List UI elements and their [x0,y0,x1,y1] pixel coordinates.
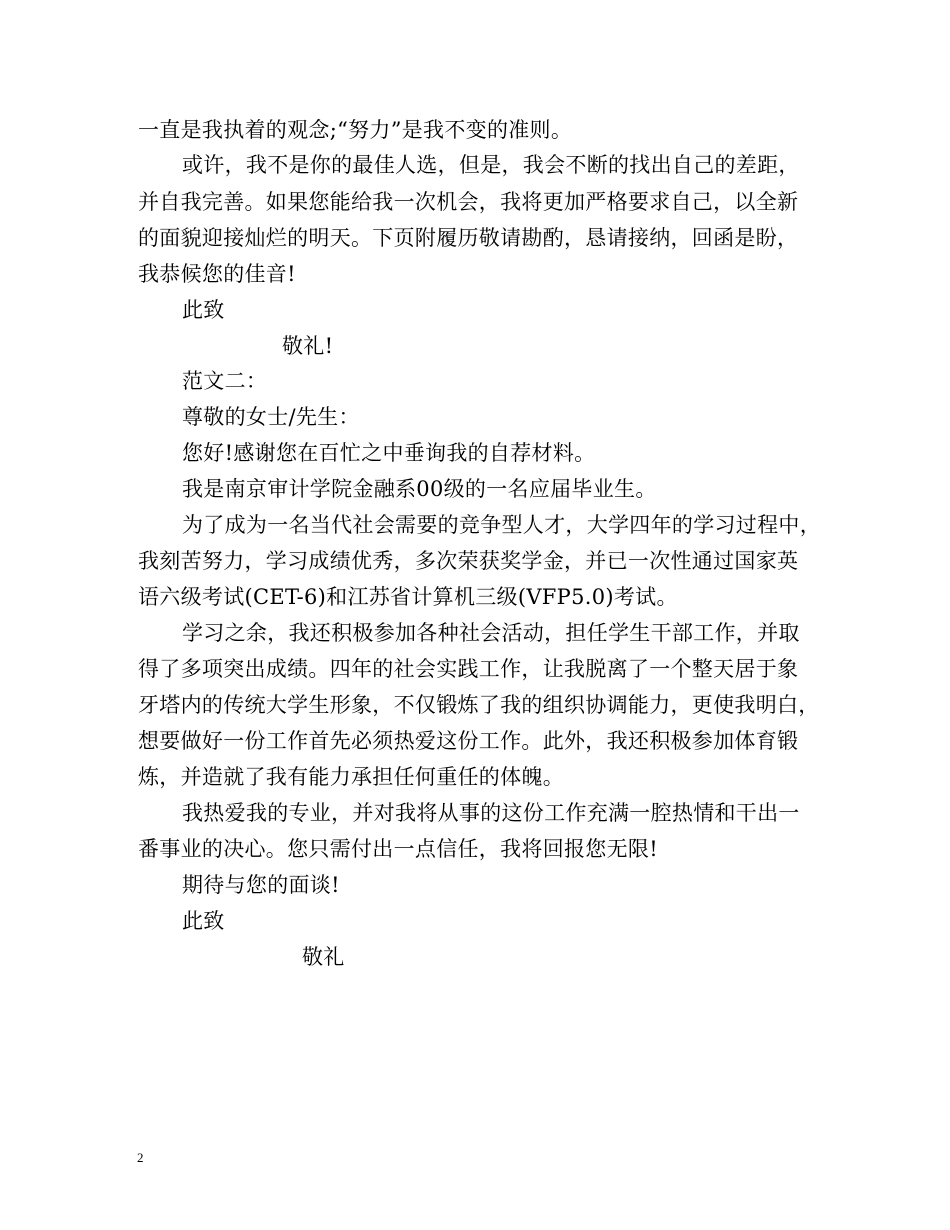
text-line: 并自我完善。如果您能给我一次机会，我将更加严格要求自己，以全新 [138,190,799,214]
text-line: 语六级考试(CET-6)和江苏省计算机三级(VFP5.0)考试。 [138,585,678,609]
text-line: 您好!感谢您在百忙之中垂询我的自荐材料。 [182,441,596,465]
text-line: 期待与您的面谈! [182,873,340,897]
text-line: 得了多项突出成绩。四年的社会实践工作，让我脱离了一个整天居于象 [138,657,799,681]
text-line: 炼，并造就了我有能力承担任何重任的体魄。 [138,765,564,789]
text-line: 我恭候您的佳音! [138,262,296,286]
text-line: 的面貌迎接灿烂的明天。下页附履历敬请勘酌，恳请接纳，回函是盼， [138,226,799,250]
text-line: 为了成为一名当代社会需要的竞争型人才，大学四年的学习过程中， [182,513,821,537]
text-line: 我刻苦努力，学习成绩优秀，多次荣获奖学金，并已一次性通过国家英 [138,549,799,573]
closing-salutation: 此致 [182,909,225,933]
text-line: 一直是我执着的观念;“努力”是我不变的准则。 [138,118,573,142]
closing-regards: 敬礼! [282,334,334,358]
text-line: 我是南京审计学院金融系00级的一名应届毕业生。 [182,477,657,501]
section-heading: 范文二： [182,369,268,393]
text-line: 我热爱我的专业，并对我将从事的这份工作充满一腔热情和干出一 [182,801,800,825]
text-line: 牙塔内的传统大学生形象，不仅锻炼了我的组织协调能力，更使我明白， [138,693,820,717]
closing-regards: 敬礼 [302,945,345,969]
greeting: 尊敬的女士/先生： [182,405,360,429]
text-line: 学习之余，我还积极参加各种社会活动，担任学生干部工作，并取 [182,621,800,645]
page-number: 2 [137,1150,144,1165]
closing-salutation: 此致 [182,298,225,322]
text-line: 番事业的决心。您只需付出一点信任，我将回报您无限! [138,837,658,861]
text-line: 想要做好一份工作首先必须热爱这份工作。此外，我还积极参加体育锻 [138,729,799,753]
text-line: 或许，我不是你的最佳人选，但是，我会不断的找出自己的差距， [182,153,800,177]
